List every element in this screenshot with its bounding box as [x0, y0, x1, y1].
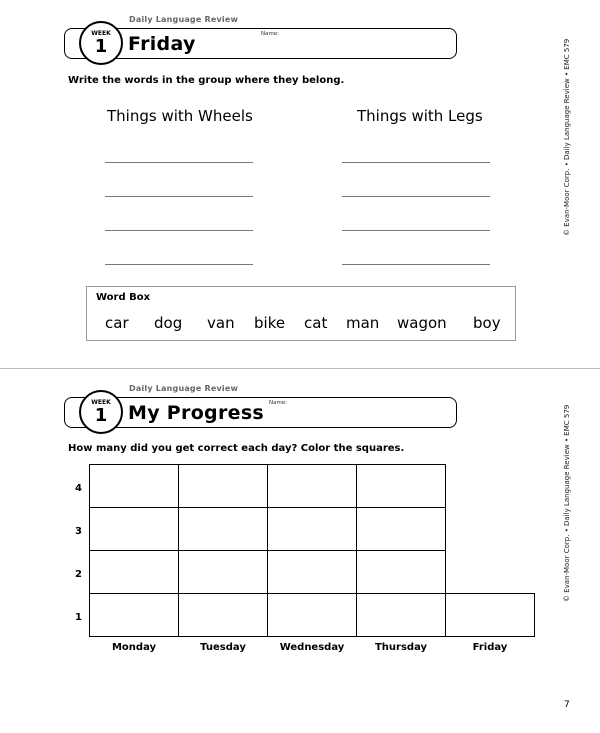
side-credit: © Evan-Moor Corp. • Daily Language Review • EMC 579: [563, 404, 571, 602]
series-title: Daily Language Review: [129, 384, 239, 393]
y-axis-label: 1: [75, 612, 82, 623]
word-box-word: bike: [254, 314, 286, 332]
column-heading-wheels: Things with Wheels: [107, 107, 253, 125]
week-label: WEEK: [91, 399, 111, 406]
word-box-word: cat: [304, 314, 328, 332]
instructions: Write the words in the group where they belong.: [68, 75, 345, 86]
progress-square[interactable]: [89, 464, 179, 508]
word-box-word: dog: [154, 314, 183, 332]
day-label: Monday: [111, 642, 157, 653]
word-box-word: man: [346, 314, 380, 332]
answer-line[interactable]: [342, 264, 490, 265]
answer-line[interactable]: [342, 230, 490, 231]
progress-square[interactable]: [178, 507, 268, 551]
page-title: My Progress: [128, 402, 265, 424]
name-label: Name:: [269, 400, 288, 406]
word-box-word: car: [105, 314, 129, 332]
word-box-title: Word Box: [96, 292, 151, 303]
progress-square[interactable]: [356, 550, 446, 594]
progress-square[interactable]: [267, 593, 357, 637]
word-box-word: boy: [473, 314, 501, 332]
progress-square[interactable]: [445, 593, 535, 637]
progress-square[interactable]: [356, 464, 446, 508]
week-number: 1: [94, 405, 108, 426]
instructions: How many did you get correct each day? Color the squares.: [68, 443, 405, 454]
y-axis-label: 4: [75, 483, 82, 494]
y-axis-label: 3: [75, 526, 82, 537]
column-heading-legs: Things with Legs: [357, 107, 483, 125]
progress-square[interactable]: [178, 593, 268, 637]
name-label: Name:: [261, 31, 280, 37]
answer-line[interactable]: [105, 264, 253, 265]
progress-square[interactable]: [89, 550, 179, 594]
answer-line[interactable]: [105, 230, 253, 231]
page-number: 7: [564, 700, 570, 710]
progress-square[interactable]: [267, 464, 357, 508]
day-label: Wednesday: [279, 642, 345, 653]
page-divider: [0, 368, 600, 369]
word-box: [86, 286, 516, 341]
y-axis-label: 2: [75, 569, 82, 580]
progress-square[interactable]: [267, 550, 357, 594]
page-title: Friday: [128, 33, 196, 55]
progress-square[interactable]: [356, 593, 446, 637]
day-label: Thursday: [374, 642, 428, 653]
answer-line[interactable]: [342, 162, 490, 163]
word-box-word: van: [207, 314, 235, 332]
progress-square[interactable]: [178, 550, 268, 594]
week-number: 1: [94, 36, 108, 57]
word-box-word: wagon: [397, 314, 447, 332]
week-badge: [79, 390, 123, 434]
series-title: Daily Language Review: [129, 15, 239, 24]
progress-square[interactable]: [267, 507, 357, 551]
progress-square[interactable]: [178, 464, 268, 508]
day-label: Tuesday: [200, 642, 246, 653]
week-label: WEEK: [91, 30, 111, 37]
side-credit: © Evan-Moor Corp. • Daily Language Review • EMC 579: [563, 38, 571, 236]
progress-square[interactable]: [356, 507, 446, 551]
answer-line[interactable]: [105, 196, 253, 197]
progress-square[interactable]: [89, 593, 179, 637]
day-label: Friday: [472, 642, 508, 653]
answer-line[interactable]: [342, 196, 490, 197]
answer-line[interactable]: [105, 162, 253, 163]
week-badge: [79, 21, 123, 65]
progress-square[interactable]: [89, 507, 179, 551]
